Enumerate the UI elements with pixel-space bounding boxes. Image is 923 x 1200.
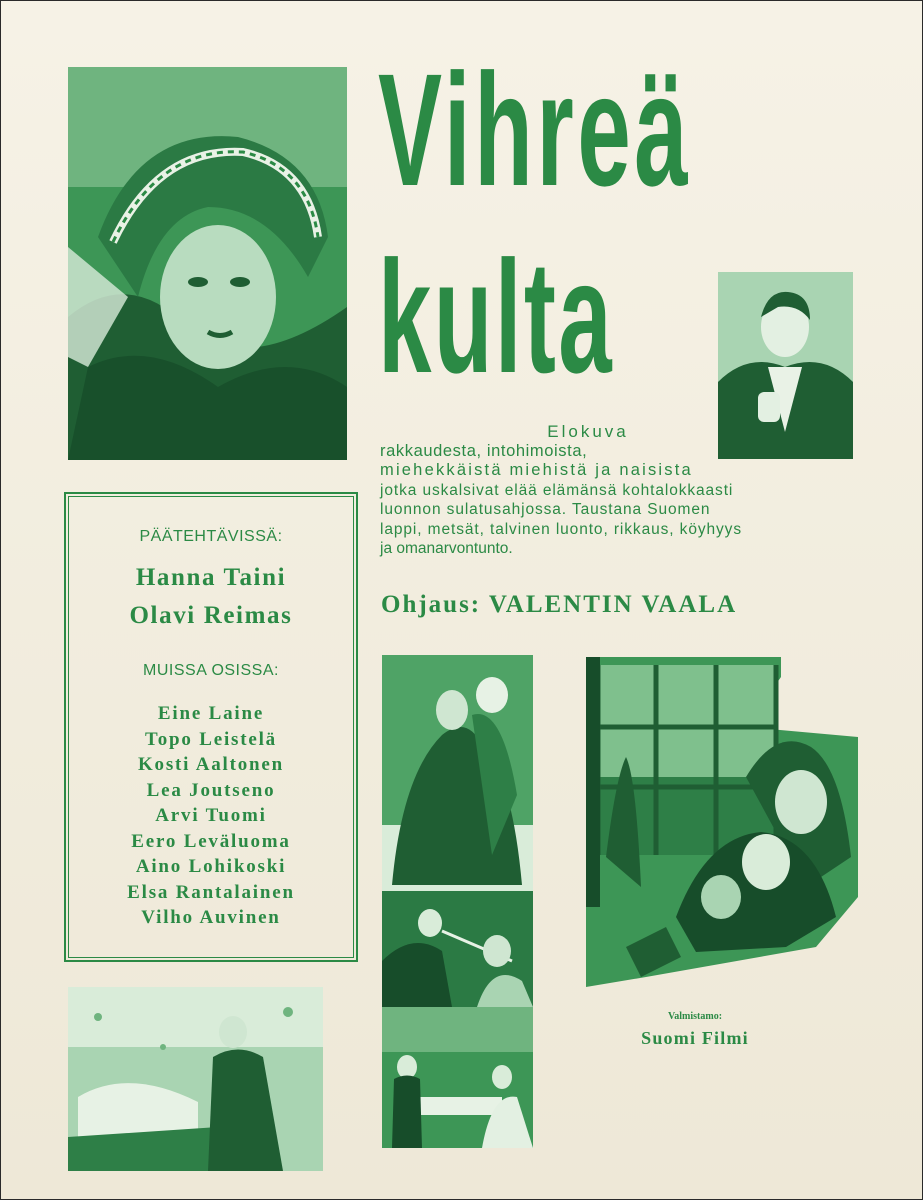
still-dinner-party — [382, 1007, 533, 1148]
lead-actor: Hanna Taini — [135, 564, 287, 591]
production-company: Suomi Filmi — [641, 1028, 749, 1048]
description-line: lappi, metsät, talvinen luonto, rikkaus, köyhyys — [380, 520, 742, 538]
supporting-actor: Vilho Auvinen — [141, 907, 281, 928]
director-credit: Ohjaus: VALENTIN VAALA — [381, 591, 738, 618]
description — [380, 422, 866, 559]
supporting-actor: Eero Leväluoma — [131, 831, 291, 852]
description-line: jotka uskalsivat elää elämänsä kohtalokkaasti — [380, 481, 734, 499]
photo-heroine-portrait — [68, 67, 347, 460]
supporting-actor: Lea Joutseno — [146, 780, 276, 801]
production-label: Valmistamo: — [667, 1011, 723, 1022]
lead-actor: Olavi Reimas — [129, 602, 293, 629]
supporting-actor: Arvi Tuomi — [155, 805, 267, 826]
title-line-2: kulta — [378, 227, 615, 406]
supporting-actor: Elsa Rantalainen — [127, 882, 295, 903]
supporting-actor: Eine Laine — [157, 703, 265, 724]
description-line: Elokuva — [547, 422, 629, 441]
supporting-actor: Kosti Aaltonen — [137, 754, 285, 775]
still-reclining-scene — [68, 987, 323, 1171]
supporting-actor: Aino Lohikoski — [135, 856, 287, 877]
description-line: rakkaudesta, intohimoista, — [380, 441, 588, 460]
collage-window-scene — [586, 657, 858, 987]
cast-box — [64, 492, 358, 962]
description-line: ja omanarvontunto. — [380, 540, 513, 557]
title-line-1: Vihreä — [378, 40, 692, 219]
supporting-actor: Topo Leistelä — [145, 729, 277, 750]
description-line: luonnon sulatusahjossa. Taustana Suomen — [380, 501, 711, 518]
lead-heading: PÄÄTEHTÄVISSÄ: — [139, 528, 283, 545]
still-violinist — [382, 891, 533, 1007]
support-heading: MUISSA OSISSA: — [143, 662, 279, 679]
description-line: miehekkäistä miehistä ja naisista — [380, 461, 693, 479]
still-winter-couple — [382, 655, 533, 891]
